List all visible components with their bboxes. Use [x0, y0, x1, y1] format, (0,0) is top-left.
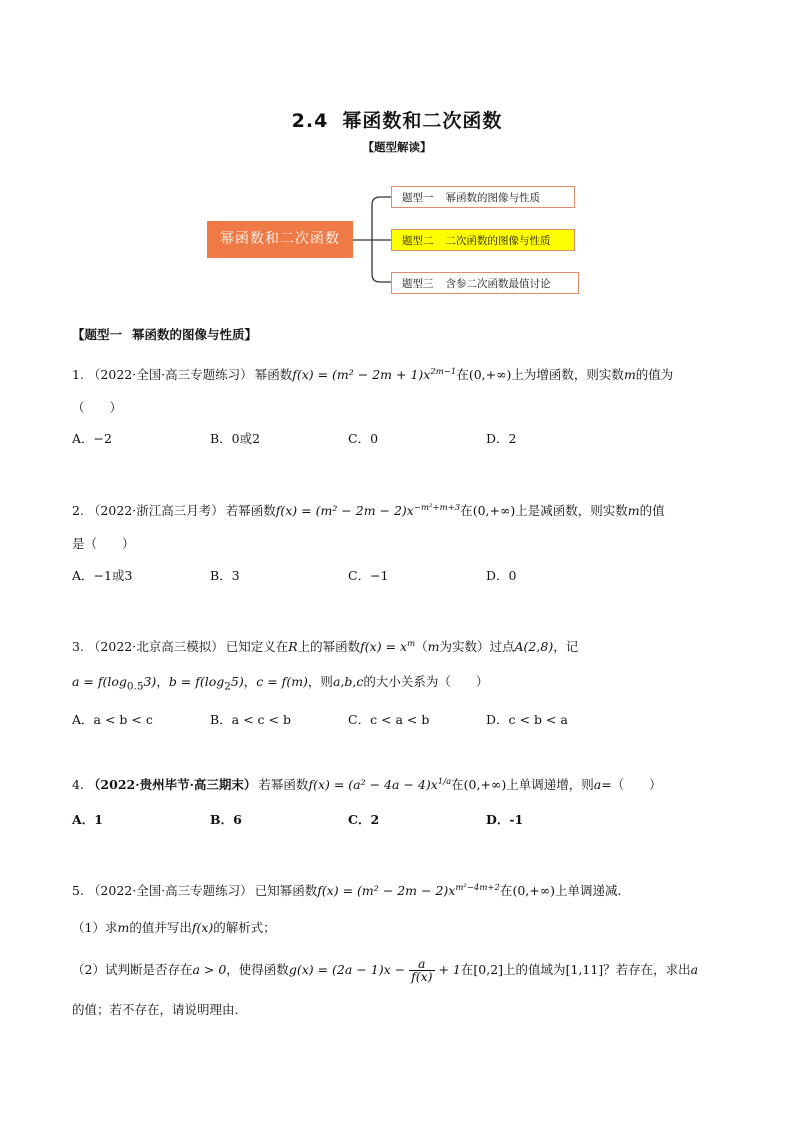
question-3: [72, 634, 578, 657]
question-text: 已知定义在: [225, 639, 289, 655]
math-expr: [0,2]: [473, 962, 504, 977]
option-b: B．3: [210, 568, 240, 583]
question-text: 上单调递增，则: [506, 777, 594, 793]
question-text: ？若存在，求出: [603, 962, 691, 977]
math-var: m: [627, 503, 640, 519]
math-expr: a,b,c: [332, 674, 364, 689]
options-q1: [72, 429, 732, 449]
question-text: 在: [460, 503, 473, 519]
question-number: 4.: [72, 777, 84, 793]
question-text: 幂函数: [254, 367, 293, 383]
question-5-part1: [72, 918, 276, 938]
math-expr: [1,11]: [565, 962, 604, 977]
math-expr: (0,+∞): [468, 367, 512, 383]
question-number: 5.: [72, 883, 84, 899]
math-exponent: −m²+m+3: [413, 503, 461, 513]
fraction-numerator: a: [409, 958, 434, 971]
math-expr: (0,+∞): [512, 883, 556, 899]
punct: ，: [243, 674, 257, 689]
options-q2: [72, 566, 732, 586]
math-expr: 5): [230, 674, 244, 689]
option-a: A．−2: [72, 431, 112, 446]
question-text: （1）求: [72, 920, 118, 935]
math-exponent: 1/a: [437, 777, 452, 787]
section-text: 幂函数的图像与性质】: [132, 327, 258, 342]
math-var: m: [117, 920, 130, 935]
mindmap-node-1: [391, 186, 575, 208]
option-a: A．−1或3: [72, 568, 133, 583]
mindmap-connectors: [0, 0, 794, 300]
mindmap-node-text: 幂函数的图像与性质: [445, 192, 540, 204]
question-source: （2022·全国·高三专题练习）: [87, 883, 253, 899]
question-number: 3.: [72, 639, 84, 655]
mindmap-node-text: 含参二次函数最值讨论: [445, 278, 551, 290]
question-text: =（ ）: [601, 777, 662, 793]
mindmap-node-label: 题型三: [402, 278, 434, 290]
math-subscript: 0.5: [126, 680, 144, 693]
question-2-line2: 是（ ）: [72, 536, 135, 551]
math-exponent: 2m−1: [430, 367, 457, 377]
math-expr: f(x) = (m² − 2m − 2)x: [317, 883, 456, 899]
options-q3: [72, 710, 732, 730]
question-text: 在: [451, 777, 464, 793]
option-a: A．a < b < c: [72, 712, 153, 727]
options-q4: [72, 810, 732, 830]
question-text: 上为增函数，则实数: [511, 367, 624, 383]
question-source: （2022·浙江高三月考）: [87, 503, 224, 519]
math-expr: a = f(log: [72, 674, 127, 689]
math-expr: b = f(log: [168, 674, 225, 689]
question-text: 上单调递减.: [555, 883, 622, 899]
question-5: [72, 878, 622, 901]
question-text: 若幂函数: [258, 777, 309, 793]
math-var: a: [593, 777, 602, 793]
math-expr: f(x): [191, 920, 214, 935]
question-text: 的解析式；: [213, 920, 276, 935]
mindmap-node-2: [391, 229, 575, 251]
mindmap-node-label: 题型二: [402, 235, 434, 247]
question-text: 上是减函数，则实数: [515, 503, 628, 519]
math-var: m: [427, 639, 440, 655]
math-fraction: [409, 958, 434, 983]
option-c: C．c < a < b: [348, 712, 430, 727]
mindmap-root: 幂函数和二次函数: [207, 221, 353, 258]
math-expr: f(x) = (a² − 4a − 4)x: [308, 777, 438, 793]
option-c: C．−1: [348, 568, 389, 583]
question-text: 为实数）过点: [439, 639, 515, 655]
question-text: ，记: [553, 639, 579, 655]
question-text: 的值并写出: [129, 920, 192, 935]
option-d: D．2: [486, 431, 517, 446]
punct: ，: [156, 674, 169, 689]
math-expr: (0,+∞): [472, 503, 516, 519]
question-5-part2: [72, 958, 698, 983]
question-text: 上的幂函数: [297, 639, 361, 655]
section-label: 【题型一: [72, 327, 123, 342]
question-number: 2.: [72, 503, 84, 519]
option-b: B．a < c < b: [210, 712, 291, 727]
subtitle: 【题型解读】: [362, 140, 432, 154]
question-text: 已知幂函数: [254, 883, 318, 899]
question-source: （2022·贵州毕节·高三期末）: [87, 777, 257, 793]
math-expr: (0,+∞): [463, 777, 507, 793]
section-heading: [72, 325, 257, 343]
question-text: ，使得函数: [226, 962, 289, 977]
exponent-num: 1: [437, 777, 444, 787]
math-exponent: m: [407, 639, 416, 649]
question-text: 的大小关系为（ ）: [363, 674, 489, 689]
math-var: R: [288, 639, 298, 655]
option-d: D．0: [486, 568, 517, 583]
question-text: 若幂函数: [225, 503, 276, 519]
option-d: D．-1: [486, 812, 524, 827]
option-d: D．c < b < a: [486, 712, 568, 727]
question-4: [72, 772, 662, 795]
question-text: 在: [456, 367, 469, 383]
title-number: 2.4: [291, 110, 329, 132]
math-subscript: 2: [224, 680, 231, 693]
question-text: （: [415, 639, 428, 655]
question-source: （2022·全国·高三专题练习）: [87, 367, 253, 383]
mindmap-node-text: 二次函数的图像与性质: [445, 235, 551, 247]
question-1: [72, 362, 673, 385]
mindmap-node-3: [391, 272, 579, 294]
mindmap-node-label: 题型一: [402, 192, 434, 204]
question-text: （2）试判断是否存在: [72, 962, 193, 977]
option-b: B．6: [210, 812, 242, 827]
exponent-den: a: [446, 777, 452, 787]
math-expr: 3): [143, 674, 157, 689]
option-b: B．0或2: [210, 431, 261, 446]
question-number: 1.: [72, 367, 84, 383]
math-expr: A(2,8): [514, 639, 554, 655]
math-expr: f(x) = (m² − 2m − 2)x: [275, 503, 414, 519]
math-expr: c = f(m): [256, 674, 308, 689]
title-text: 幂函数和二次函数: [342, 110, 503, 132]
math-var: a: [690, 962, 699, 977]
question-text: 在: [460, 962, 474, 977]
math-exponent: m²−4m+2: [455, 883, 500, 893]
question-3-line2: [72, 672, 488, 697]
question-text: 的值为: [635, 367, 674, 383]
question-text: 的值: [639, 503, 665, 519]
question-1-paren: （ ）: [72, 400, 123, 415]
math-expr: g(x) = (2a − 1)x −: [288, 962, 406, 977]
question-source: （2022·北京高三模拟）: [87, 639, 224, 655]
math-expr: f(x) = (m² − 2m + 1)x: [292, 367, 431, 383]
math-expr: a > 0: [192, 962, 227, 977]
option-c: C．2: [348, 812, 380, 827]
question-2: [72, 498, 665, 521]
math-expr: + 1: [438, 962, 461, 977]
question-text: 在: [499, 883, 513, 899]
math-expr: f(x) = x: [360, 639, 408, 655]
fraction-denominator: f(x): [411, 969, 433, 984]
option-c: C．0: [348, 431, 379, 446]
question-text: ，则: [307, 674, 333, 689]
math-var: m: [623, 367, 636, 383]
question-5-line3: 的值；若不存在，请说明理由.: [72, 1002, 239, 1017]
question-text: 上的值域为: [503, 962, 566, 977]
option-a: A．1: [72, 812, 103, 827]
